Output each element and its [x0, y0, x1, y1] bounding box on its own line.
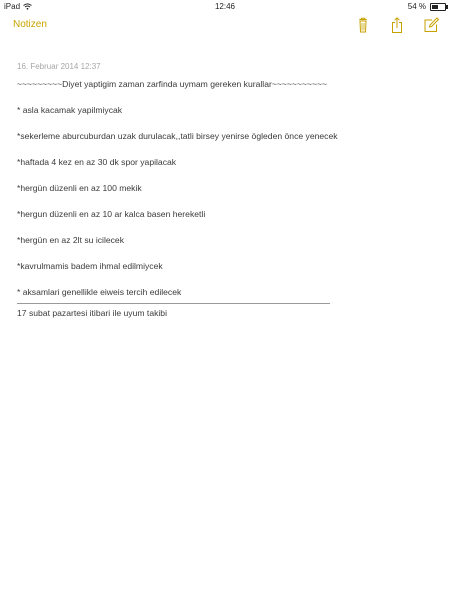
device-label: iPad — [4, 2, 21, 11]
note-item: * aksamlari genellikle eiweis tercih edilecek — [17, 287, 182, 297]
status-bar — [0, 0, 450, 14]
note-item: *kavrulmamis badem ihmal edilmiycek — [17, 261, 163, 271]
note-footer: 17 subat pazartesi itibari ile uyum takibi — [17, 308, 167, 318]
status-time: 12:46 — [214, 2, 236, 11]
nav-icons — [354, 16, 440, 34]
note-item: *hergun düzenli en az 10 ar kalca basen hereketli — [17, 209, 206, 219]
note-item: *hergün en az 2lt su icilecek — [17, 235, 125, 245]
battery-level — [432, 5, 438, 9]
trash-icon[interactable] — [354, 16, 372, 34]
compose-icon[interactable] — [422, 16, 440, 34]
battery-percent: 54 % — [407, 2, 426, 11]
divider-line — [17, 303, 330, 304]
nav-bar — [0, 14, 450, 38]
note-title: ~~~~~~~~~Diyet yaptigim zaman zarfinda uymam gereken kurallar~~~~~~~~~~~ — [17, 79, 328, 89]
back-button-notizen[interactable]: Notizen — [13, 19, 47, 30]
note-item: *sekerleme aburcuburdan uzak durulacak,,tatli birsey yenirse ögleden önce yenecek — [17, 131, 338, 141]
status-right — [408, 2, 446, 11]
note-date: 16. Februar 2014 12:37 — [17, 62, 101, 71]
note-content[interactable] — [17, 62, 437, 319]
note-item: * asla kacamak yapilmiycak — [17, 105, 123, 115]
share-icon[interactable] — [388, 16, 406, 34]
battery-icon — [430, 3, 446, 11]
note-item: *hergün düzenli en az 100 mekik — [17, 183, 142, 193]
note-item: *haftada 4 kez en az 30 dk spor yapilacak — [17, 157, 177, 167]
